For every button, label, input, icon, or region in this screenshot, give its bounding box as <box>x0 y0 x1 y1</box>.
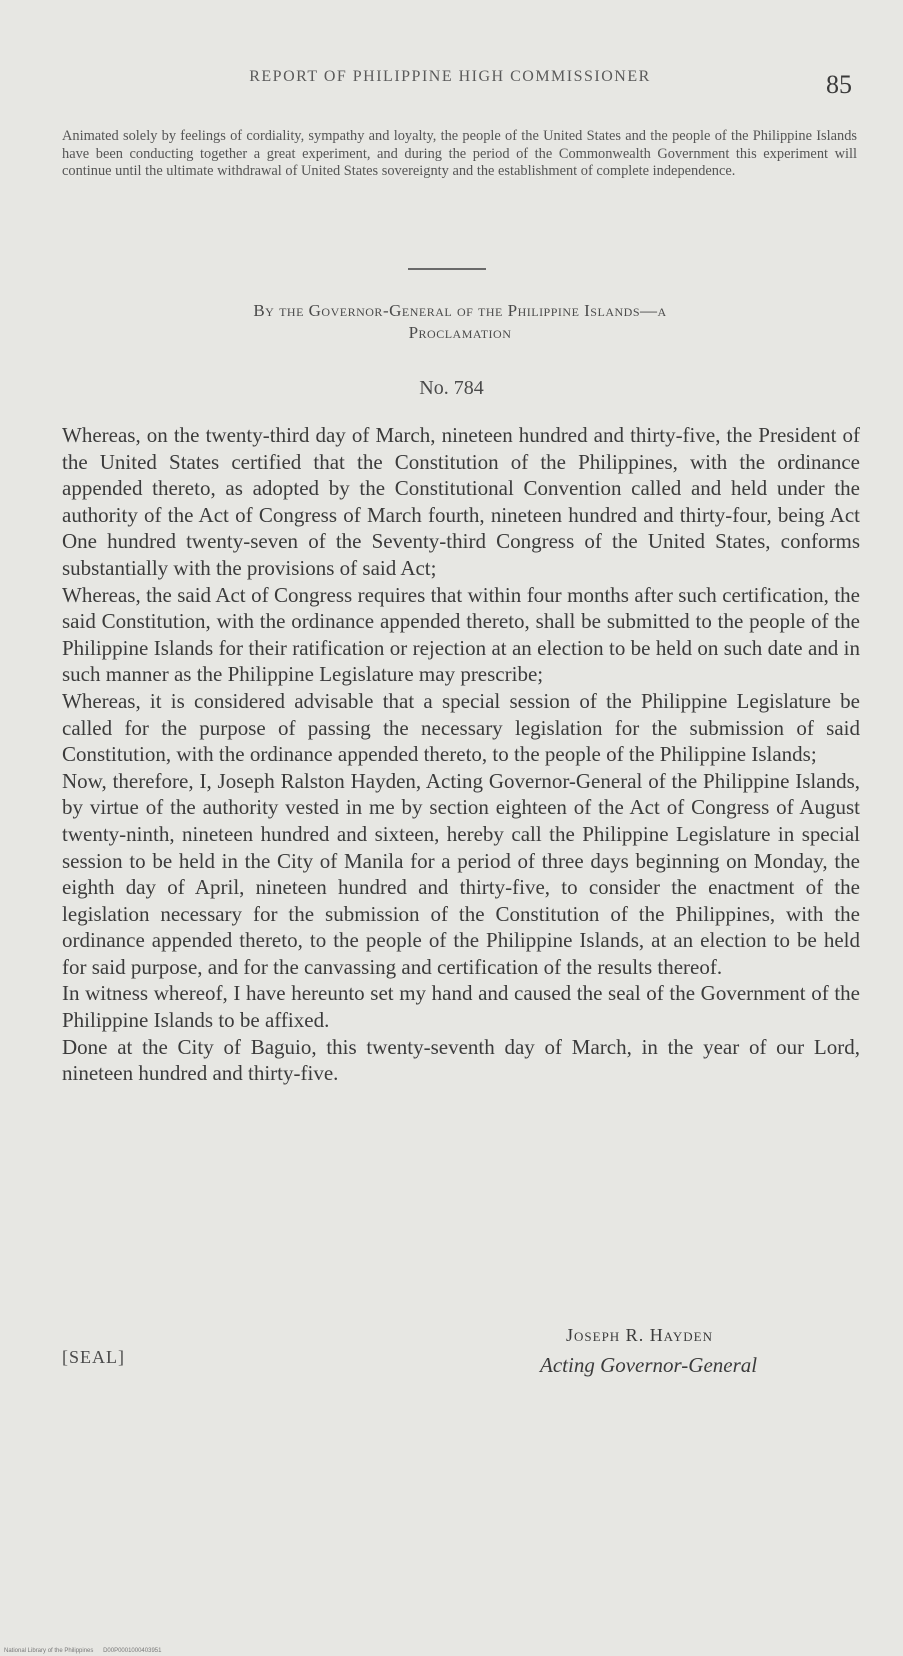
proclamation-number: No. 784 <box>419 377 484 399</box>
section-divider <box>408 268 486 270</box>
signer-title: Acting Governor-General <box>540 1353 758 1377</box>
paragraph-whereas-3: Whereas, it is considered advisable that a special session of the Philippine Legislature be called for the purpose of passing the necessary legislation for the submission of said Constitution, with the ordinance appended thereto, to the people of the Philippine Islands; <box>62 688 860 767</box>
paragraph-in-witness: In witness whereof, I have hereunto set my hand and caused the seal of the Government of the Philippine Islands to be affixed. <box>62 981 860 1033</box>
paragraph-whereas-1: Whereas, on the twenty-third day of March, nineteen hundred and thirty-five, the President of the United States certified that the Constitution of the Philippines, with the ordinance appended thereto, as adopted by the Constitutional Convention called and held under the authority of the Act of Congress of March fourth, nineteen hundred and thirty-four, being Act One hundred twenty-seven of the Seventy-third Congress of the United States, conforms substantially with the provisions of said Act; <box>62 423 860 580</box>
footer-code: D00P0001000403951 <box>103 1648 162 1654</box>
scan-footer <box>4 1648 169 1654</box>
proclamation-heading-line2: Proclamation <box>408 323 512 342</box>
page-number: 85 <box>826 70 852 99</box>
proclamation-body <box>62 422 860 1087</box>
intro-paragraph: Animated solely by feelings of cordiality, sympathy and loyalty, the people of the United States and the people of the Philippine Islands have been conducting together a great experiment, and during the period of the Commonwealth Government this experiment will continue until the ultimate withdrawal of United States sovereignty and the establishment of complete independence. <box>62 128 857 179</box>
paragraph-now-therefore: Now, therefore, I, Joseph Ralston Hayden, Acting Governor-General of the Philippine Islands, by virtue of the authority vested in me by section eighteen of the Act of Congress of August twenty-ninth, nineteen hundred and sixteen, hereby call the Philippine Legislature in special session to be held in the City of Manila for a period of three days beginning on Monday, the eighth day of April, nineteen hundred and thirty-five, to consider the enactment of the legislation necessary for the submission of the Constitution of the Philippines, with the ordinance appended thereto, to the people of the Philippine Islands, at an election to be held for said purpose, and for the canvassing and certification of the results thereof. <box>62 768 860 979</box>
paragraph-done-at: Done at the City of Baguio, this twenty-seventh day of March, in the year of our Lord, nineteen hundred and thirty-five. <box>62 1034 860 1086</box>
footer-library: National Library of the Philippines <box>4 1648 94 1654</box>
signer-name: Joseph R. Hayden <box>566 1325 713 1345</box>
paragraph-whereas-2: Whereas, the said Act of Congress requires that within four months after such certification, the said Constitution, with the ordinance appended thereto, shall be submitted to the people of the Philippine Islands for their ratification or rejection at an election to be held on such date and in such manner as the Philippine Legislature may prescribe; <box>62 582 860 687</box>
proclamation-heading-line1: By the Governor-General of the Philippine Islands—a <box>253 301 667 320</box>
proclamation-heading <box>70 300 850 344</box>
seal-mark: [SEAL] <box>62 1347 125 1367</box>
running-head: REPORT OF PHILIPPINE HIGH COMMISSIONER <box>249 68 651 85</box>
